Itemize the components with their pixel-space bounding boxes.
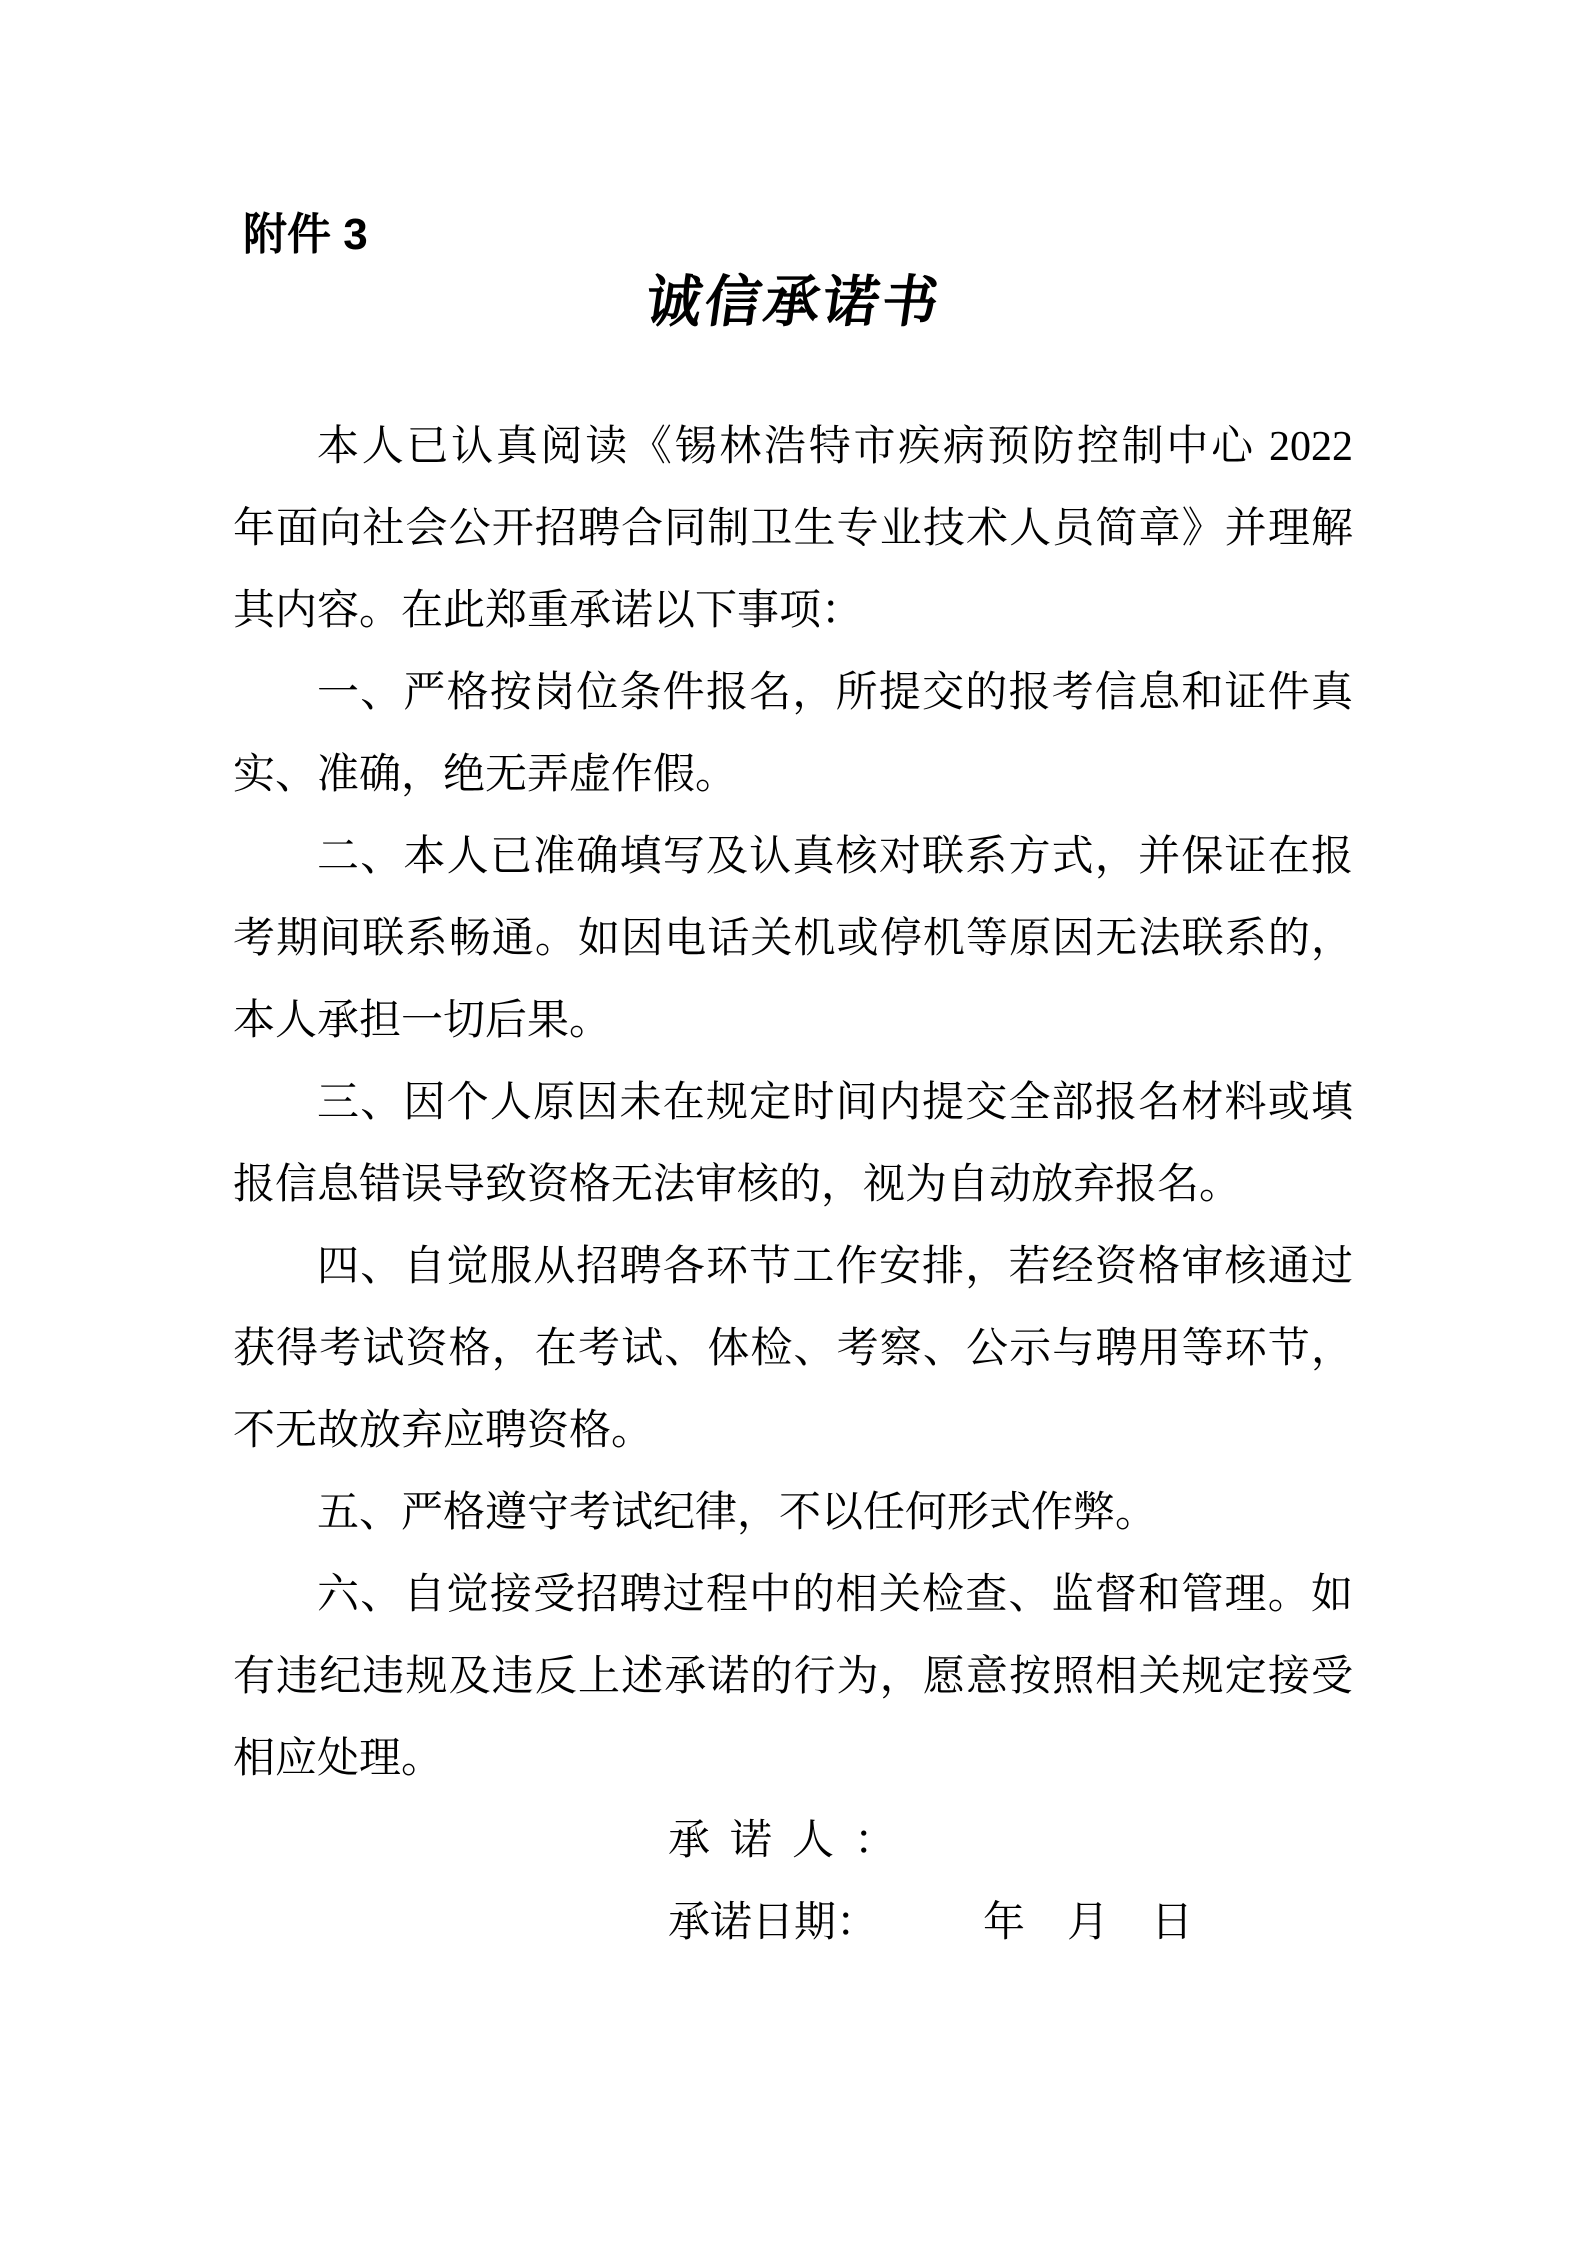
body-line-p1-l3: 其内容。在此郑重承诺以下事项： bbox=[233, 588, 864, 634]
body-line-p4-l1: 三、因个人原因未在规定时间内提交全部报名材料或填 bbox=[317, 1080, 1353, 1126]
body-line-p7-l3: 相应处理。 bbox=[233, 1736, 444, 1782]
body-line-p5-l2: 获得考试资格，在考试、体检、考察、公示与聘用等环节， bbox=[233, 1326, 1353, 1372]
body-line-p3-l2: 考期间联系畅通。如因电话关机或停机等原因无法联系的， bbox=[233, 916, 1353, 962]
body-line-p3-l3: 本人承担一切后果。 bbox=[233, 998, 612, 1044]
body-line-p5-l3: 不无故放弃应聘资格。 bbox=[233, 1408, 654, 1454]
document-title-text: 诚信承诺书 bbox=[641, 272, 946, 334]
body-line-p7-l1: 六、自觉接受招聘过程中的相关检查、监督和管理。如 bbox=[317, 1572, 1353, 1618]
promiser-label: 承诺人： bbox=[668, 1818, 917, 1864]
body-line-p4-l2: 报信息错误导致资格无法审核的，视为自动放弃报名。 bbox=[233, 1162, 1242, 1208]
document-title bbox=[0, 270, 1587, 336]
body-line-p5-l1: 四、自觉服从招聘各环节工作安排，若经资格审核通过 bbox=[317, 1244, 1353, 1290]
body-line-p7-l2: 有违纪违规及违反上述承诺的行为，愿意按照相关规定接受 bbox=[233, 1654, 1353, 1700]
body-line-p6-l1: 五、严格遵守考试纪律，不以任何形式作弊。 bbox=[317, 1490, 1158, 1536]
body-line-p1-l1: 本人已认真阅读《锡林浩特市疾病预防控制中心 2022 bbox=[317, 424, 1353, 470]
commitment-date-line: 承诺日期： 年 月 日 bbox=[668, 1900, 1194, 1946]
attachment-label: 附件 3 bbox=[243, 210, 368, 259]
signature-block bbox=[668, 1800, 1353, 1964]
body-line-p1-l2: 年面向社会公开招聘合同制卫生专业技术人员简章》并理解 bbox=[233, 506, 1353, 552]
body-line-p2-l2: 实、准确，绝无弄虚作假。 bbox=[233, 752, 738, 798]
body-line-p3-l1: 二、本人已准确填写及认真核对联系方式，并保证在报 bbox=[317, 834, 1353, 880]
body-line-p2-l1: 一、严格按岗位条件报名，所提交的报考信息和证件真 bbox=[317, 670, 1353, 716]
document-body bbox=[233, 406, 1353, 1964]
